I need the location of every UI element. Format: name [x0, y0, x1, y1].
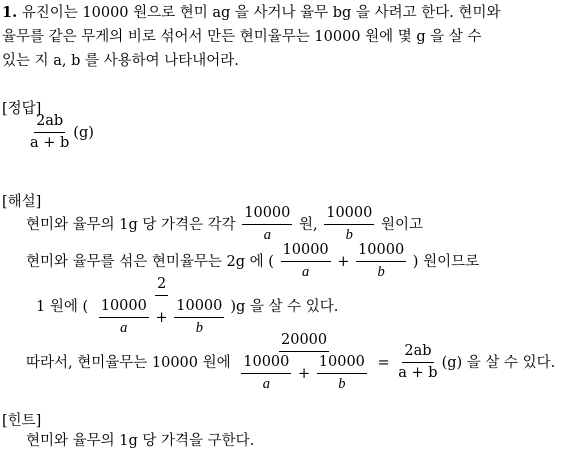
numerator: 10000: [324, 206, 374, 225]
text: 원이고: [380, 216, 424, 233]
solution-header: [해설]: [2, 194, 42, 210]
result-fraction: [396, 344, 439, 382]
plus: +: [337, 253, 350, 270]
numerator: 2ab: [402, 344, 433, 363]
fraction: [356, 243, 406, 281]
denominator: b: [345, 226, 353, 243]
fraction: [317, 355, 367, 393]
answer-denominator: a + b: [30, 134, 70, 151]
answer-fraction: [28, 114, 71, 152]
fraction: [241, 355, 291, 393]
solution-line-2: [26, 243, 479, 281]
answer-header: [정답]: [2, 101, 42, 117]
numerator: 10000: [356, 243, 406, 262]
denominator: b: [377, 263, 385, 280]
problem-number: 1.: [2, 4, 18, 21]
text: 원,: [299, 216, 318, 233]
answer-expression: [26, 114, 94, 152]
solution-line-3: [36, 277, 338, 337]
hint-header: [힌트]: [2, 413, 42, 429]
problem-line-1: [2, 6, 500, 21]
denominator: a + b: [398, 364, 438, 381]
plus: +: [298, 365, 311, 382]
denominator: b: [338, 375, 346, 392]
numerator: 10000: [281, 243, 331, 262]
fraction: [242, 206, 292, 244]
compound-fraction: [237, 333, 371, 393]
denominator: b: [195, 319, 203, 336]
numerator: 2: [155, 277, 168, 296]
denominator: a: [120, 319, 128, 336]
plus: +: [155, 309, 168, 326]
numerator: 10000: [174, 299, 224, 318]
text: 현미와 율무의 1g 당 가격은 각각: [26, 216, 236, 233]
answer-unit: (g): [73, 124, 94, 141]
text: 1 원에 (: [36, 298, 89, 315]
numerator: 10000: [242, 206, 292, 225]
fraction: [324, 206, 374, 244]
fraction: [281, 243, 331, 281]
denominator: a: [262, 375, 270, 392]
compound-fraction: [95, 277, 229, 337]
numerator: 20000: [279, 333, 329, 352]
fraction: [174, 299, 224, 337]
problem-text-2: 율무를 같은 무게의 비로 섞어서 만든 현미율무는 10000 원에 몇 g 을 살 수: [2, 29, 482, 45]
problem-text-1: 유진이는 10000 원으로 현미 ag 을 사거나 율무 bg 을 사려고 한다. 현미와: [21, 5, 501, 21]
numerator: 10000: [317, 355, 367, 374]
solution-line-1: [26, 206, 423, 244]
denominator: a: [301, 263, 310, 280]
problem-text-3: 있는 지 a, b 를 사용하여 나타내어라.: [2, 53, 239, 69]
text: 현미와 율무를 섞은 현미율무는 2g 에 (: [26, 253, 274, 270]
numerator: 10000: [241, 355, 291, 374]
text: (g) 을 살 수 있다.: [441, 354, 556, 371]
hint-text: 현미와 율무의 1g 당 가격을 구한다.: [26, 433, 255, 449]
text: 따라서, 현미율무는 10000 원에: [26, 354, 231, 371]
denominator: [237, 352, 371, 393]
denominator: [95, 296, 229, 337]
text: ) 원이므로: [412, 253, 480, 270]
fraction: [99, 299, 149, 337]
solution-line-4: [26, 333, 555, 393]
answer-numerator: 2ab: [34, 114, 65, 133]
text: )g 을 살 수 있다.: [230, 298, 339, 315]
numerator: 10000: [99, 299, 149, 318]
denominator: a: [263, 226, 271, 243]
equals: =: [377, 354, 390, 371]
